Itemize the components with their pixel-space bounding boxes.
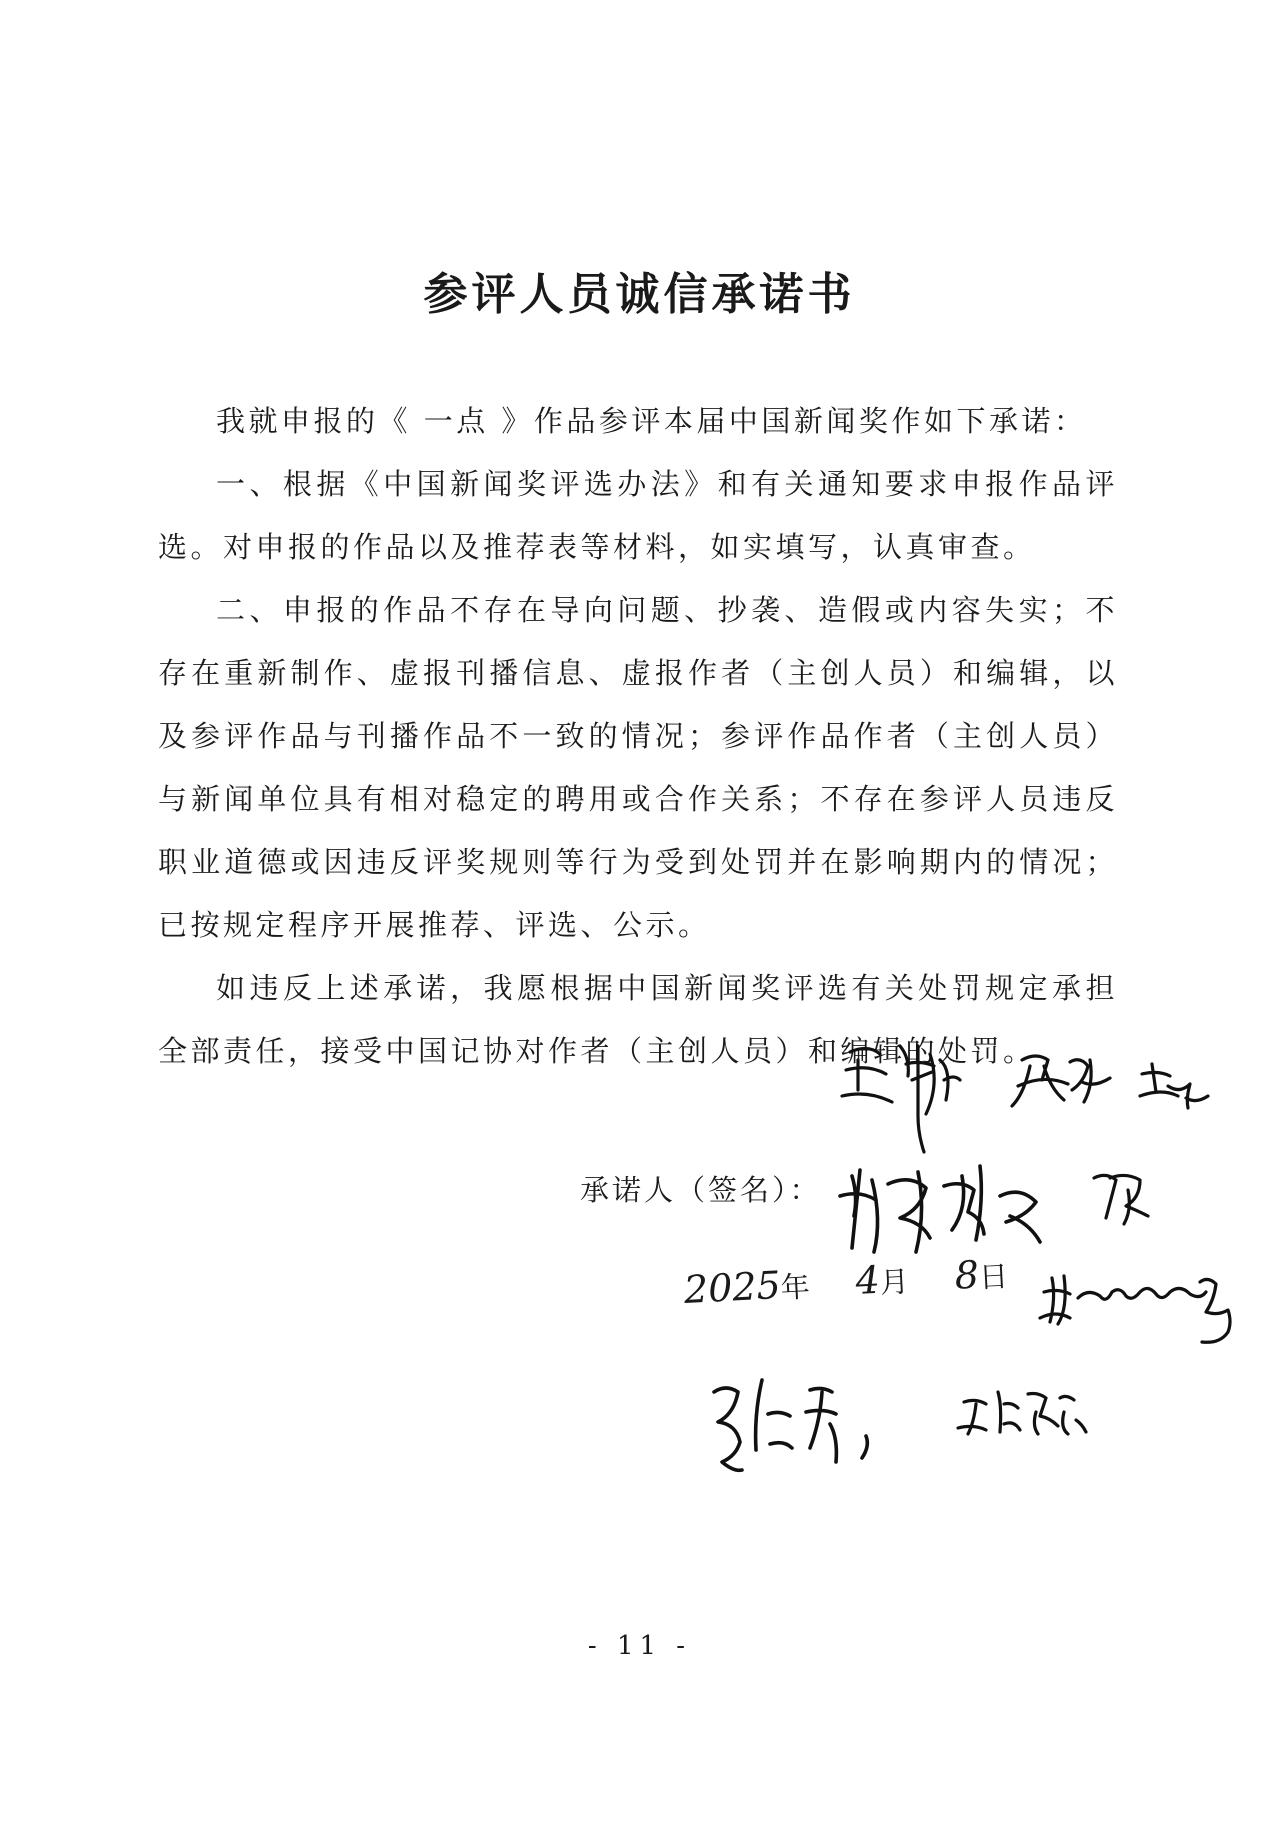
signature-6: [1040, 1276, 1230, 1342]
date-day: 8: [953, 1252, 981, 1298]
document-title: 参评人员诚信承诺书: [423, 269, 856, 320]
page-number: - 11 -: [587, 1631, 692, 1661]
date-year-unit: 年: [779, 1269, 811, 1305]
paragraph-commitment-2: 二、申报的作品不存在导向问题、抄袭、造假或内容失实；不存在重新制作、虚报刊播信息、虚报作者（主创人员）和编辑，以及参评作品与刊播作品不一致的情况；参评作品作者（主创人员）与新闻单位具有相对稳定的聘用或合作关系；不存在参评人员违反职业道德或因违反评奖规则等行为受到处罚并在影响期内的情况；已按规定程序开展推荐、评选、公示。: [158, 593, 1118, 942]
date-year: 2025: [682, 1262, 782, 1312]
signature-5: [1094, 1175, 1148, 1224]
paragraph-intro: 我就申报的《 一点 》作品参评本届中国新闻奖作如下承诺：: [216, 404, 1087, 438]
paragraph-liability: 如违反上述承诺，我愿根据中国新闻奖评选有关处罚规定承担全部责任，接受中国记协对作者（主创人员）和编辑的处罚。: [158, 971, 1118, 1068]
signature-3: [1140, 1064, 1208, 1108]
signature-8: [958, 1392, 1086, 1434]
signature-label: 承诺人（签名）：: [580, 1173, 822, 1207]
handwritten-date: [683, 1249, 1043, 1312]
signature-7: [714, 1380, 867, 1470]
date-month-unit: 月: [879, 1264, 910, 1300]
signature-4: [840, 1166, 1040, 1252]
document-body: [158, 390, 1118, 1083]
paragraph-commitment-1: 一、根据《中国新闻奖评选办法》和有关通知要求申报作品评选。对申报的作品以及推荐表等材料，如实填写，认真审查。: [158, 467, 1118, 564]
date-day-unit: 日: [978, 1259, 1009, 1295]
date-month: 4: [854, 1257, 881, 1303]
